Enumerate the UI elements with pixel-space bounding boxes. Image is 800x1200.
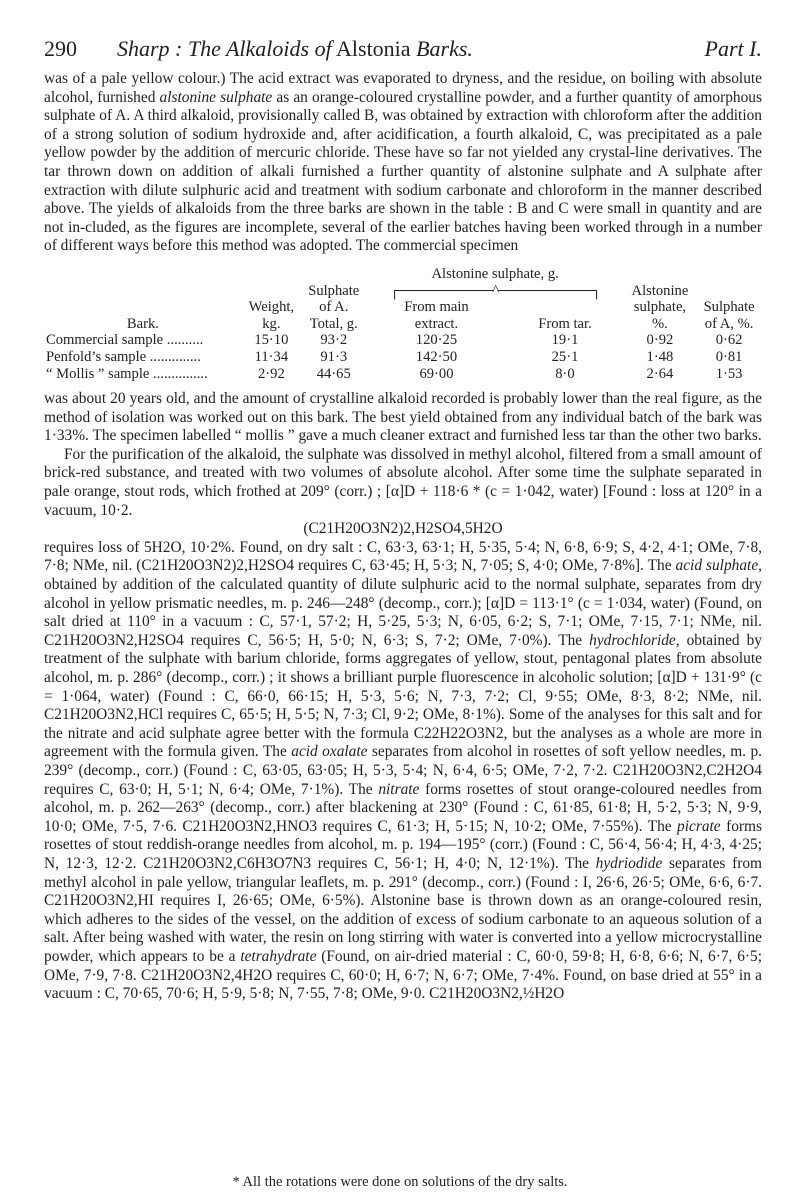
table-cell-total: 93·2 bbox=[320, 332, 348, 349]
table-group-brace: ┌──────────^──────────┐ bbox=[389, 282, 601, 299]
table-header-sulphate-a-1: Sulphate bbox=[703, 299, 755, 316]
para3-text-h: separates from methyl alcohol in pale yellow, triangular leaflets, m. p. 291° (decomp., corr.) (Found : I, 26·6, 26·5; OMe, 6·6, 6·7. C21H20O3N2,HI requires I, 26·65; OMe, 6·5%). Alstonine base is thrown down as an orange-coloured resin, which adheres to the sides of the vessel, on the addition of excess of sodium carbonate to an aqueous solution of a salt. After being washed with water, the resin on long stirring with water is converted into a yellow microcrystalline powder, which appears to be a bbox=[44, 854, 762, 965]
term-hydrochloride: hydrochloride bbox=[589, 631, 676, 649]
term-nitrate: nitrate bbox=[378, 780, 420, 798]
header-part: Part I. bbox=[704, 36, 762, 61]
para3-text-b: requires loss of 5H2O, 10·2%. Found, on dry salt : C, 63·3, 63·1; H, 5·35, 5·4; N, 6·8, 6·9; S, 4·2, 4·1; OMe, 7·8, 7·8; NMe, nil. (C21H20O3N2)2,H2SO4 requires C, 63·45; H, 5·3; N, 7·05; S, 4·0; OMe, 7·8%]. The bbox=[44, 538, 762, 575]
table-cell-weight: 15·10 bbox=[254, 332, 289, 349]
table-group-header: Alstonine sulphate, g. bbox=[431, 265, 559, 282]
table-cell-total: 91·3 bbox=[320, 348, 348, 365]
table-header-main-2: extract. bbox=[414, 315, 459, 332]
para3-text-c: , obtained by addition of the calculated quantity of dilute sulphuric acid to the normal sulphate, separates from dry alcohol in yellow prismatic needles, m. p. 246—248° (decomp., corr.); [α]D = 113·1° (c = 1·034, water) (Found, on salt dried at 110° in a vacuum : C, 57·1, 57·2; H, 5·25, 5·3; N, 6·05, 6·2; S, 7·1; OMe, 7·15, 7·1; NMe, nil. C21H20O3N2,H2SO4 requires C, 56·5; H, 5·0; N, 6·3; S, 7·2; OMe, 7·0%). The bbox=[44, 557, 763, 649]
running-header bbox=[44, 36, 762, 62]
table-row bbox=[44, 349, 762, 366]
table-cell-tar: 8·0 bbox=[555, 365, 575, 382]
para3-text-f: forms rosettes of stout orange-coloured needles from alcohol, m. p. 262—263° (decomp., corr.) after blackening at 230° (Found : C, 61·85, 61·8; H, 5·2, 5·3; N, 9·9, 10·0; OMe, 7·5, 7·6. C21H20O3N2,HNO3 requires C, 61·3; H, 5·15; N, 10·2; OMe, 7·55%). The bbox=[44, 780, 762, 835]
header-title-italic-2: Barks. bbox=[416, 36, 473, 61]
table-cell-alstonine: 0·92 bbox=[646, 332, 674, 349]
table-cell-weight: 2·92 bbox=[257, 365, 285, 382]
article-body-continued bbox=[44, 390, 762, 1004]
table-cell-main: 120·25 bbox=[415, 332, 458, 349]
table-cell-tar: 19·1 bbox=[551, 332, 579, 349]
para3-text-d: , obtained by treatment of the sulphate with barium chloride, forms aggregates of yellow, stout, pentagonal plates from absolute alcohol, m. p. 286° (decomp., corr.) ; it shows a brilliant purple fluorescence in alcoholic solution; [α]D + 131·9° (c = 1·064, water) (Found : C, 66·0, 66·15; H, 5·3, 5·6; N, 7·3, 7·2; Cl, 9·55; OMe, 8·3, 8·2; NMe, nil. C21H20O3N2,HCl requires C, 65·5; H, 5·5; N, 7·3; Cl, 9·2; OMe, 8·1%). Some of the analyses for this salt and for the nitrate and acid sulphate agree better with the formula C22H22O3N2, but the analyses as a whole are more in agreement with the formula given. The bbox=[44, 631, 762, 761]
paragraph-1 bbox=[44, 70, 762, 256]
term-acid-oxalate: acid oxalate bbox=[291, 743, 368, 761]
para1-italic-term: alstonine sulphate bbox=[159, 88, 273, 106]
table-cell-sulphate-a: 0·62 bbox=[715, 332, 743, 349]
formula-line: (C21H20O3N2)2,H2SO4,5H2O bbox=[303, 520, 503, 538]
article-body bbox=[44, 70, 762, 256]
para3-text-i: (Found, on air-dried material : C, 60·0, 59·8; H, 6·8, 6·6; N, 6·7, 6·5; OMe, 7·9, 7·8. C21H20O3N2,4H2O requires C, 60·0; H, 6·7; N, 6·7; OMe, 7·4%. Found, on base dried at 55° in a vacuum : C, 70·65, 70·6; H, 5·9, 5·8; N, 7·55, 7·8; OMe, 9·0. C21H20O3N2,½H2O bbox=[44, 947, 762, 1003]
table-cell-main: 142·50 bbox=[415, 348, 458, 365]
table-header-sulphate-a-2: of A, %. bbox=[704, 315, 754, 332]
table-header-alstonine-1: Alstonine bbox=[631, 282, 689, 299]
term-picrate: picrate bbox=[677, 817, 721, 835]
table-cell-weight: 11·34 bbox=[254, 348, 289, 365]
table-cell-bark: Commercial sample .......... bbox=[46, 332, 204, 349]
table-row bbox=[44, 332, 762, 349]
table-header-alstonine-2: sulphate, bbox=[633, 299, 687, 316]
table-header-alstonine-3: %. bbox=[652, 315, 668, 332]
table-cell-alstonine: 1·48 bbox=[646, 348, 674, 365]
para3-text-a: For the purification of the alkaloid, the sulphate was dissolved in methyl alcohol, filtered from a small amount of brick-red substance, and treated with two volumes of absolute alcohol. After some time the sulphate separated in pale orange, stout rods, which frothed at 209° (corr.) ; [α]D + 118·6 * (c = 1·042, water) [Found : loss at 120° in a vacuum, 10·2. bbox=[44, 445, 762, 519]
term-tetrahydrate: tetrahydrate bbox=[240, 947, 317, 965]
table-cell-alstonine: 2·64 bbox=[646, 365, 674, 382]
para1-text-b: as an orange-coloured crystalline powder, and a further quantity of amorphous sulphate of A. A third alkaloid, provisionally called B, was obtained by extraction with chloroform after the addition of a strong solution of sodium hydroxide and, after acidification, a fourth alkaloid, C, was precipitated as a pale yellow powder by the addition of mercuric chloride. These have so far not yielded any crystal-line derivatives. The tar thrown down on addition of alkali furnished a further quantity of alstonine sulphate and A sulphate after extraction with dilute sulphuric acid and treatment with sodium carbonate and chloroform in the manner described above. The yields of alkaloids from the three barks are shown in the table : B and C were small in quantity and are not in-cluded, as the figures are incomplete, several of the earlier batches having been worked through in a number of different ways before this method was adopted. The commercial specimen bbox=[44, 88, 762, 255]
alkaloid-yield-table bbox=[44, 266, 762, 382]
term-hydriodide: hydriodide bbox=[595, 854, 663, 872]
term-acid-sulphate: acid sulphate bbox=[675, 557, 759, 575]
table-header-tar: From tar. bbox=[538, 315, 592, 332]
paragraph-2: was about 20 years old, and the amount of crystalline alkaloid recorded is probably lower than the real figure, as the method of isolation was worked out on this bark. The best yield obtained from any individual batch of the bark was 1·33%. The specimen labelled “ mollis ” gave a much cleaner extract and furnished less tar than the other two barks. bbox=[44, 390, 762, 445]
para3-text-g: forms rosettes of stout reddish-orange needles from alcohol, m. p. 194—195° (corr.) (Found : C, 56·4, 56·4; H, 4·3, 4·25; N, 12·3, 12·2. C21H20O3N2,C6H3O7N3 requires C, 56·1; H, 4·0; N, 12·1%). The bbox=[44, 817, 762, 872]
table-cell-tar: 25·1 bbox=[551, 348, 579, 365]
para3-text-e: separates from alcohol in rosettes of soft yellow needles, m. p. 239° (decomp., corr.) (Found : C, 63·05, 63·05; H, 5·3, 5·4; N, 6·4, 6·5; OMe, 7·2, 7·2. C21H20O3N2,C2H2O4 requires C, 63·0; H, 5·1; N, 6·4; OMe, 7·1%). The bbox=[44, 743, 762, 798]
page-number: 290 bbox=[44, 36, 77, 61]
table-header-sulphate-3: Total, g. bbox=[309, 315, 358, 332]
table-cell-sulphate-a: 1·53 bbox=[715, 365, 743, 382]
paragraph-3 bbox=[44, 446, 762, 520]
table-row bbox=[44, 366, 762, 383]
table-header-main-1: From main bbox=[404, 299, 469, 316]
footnote: * All the rotations were done on solutions of the dry salts. bbox=[232, 1174, 568, 1190]
paragraph-3-continued bbox=[44, 539, 762, 1004]
table-header-bark: Bark. bbox=[126, 315, 159, 332]
table-header-sulphate-2: of A. bbox=[319, 299, 349, 316]
header-title-italic-1: Sharp : The Alkaloids of bbox=[117, 36, 332, 61]
table-cell-total: 44·65 bbox=[316, 365, 351, 382]
table-cell-bark: Penfold’s sample .............. bbox=[46, 348, 201, 365]
table-cell-sulphate-a: 0·81 bbox=[715, 348, 743, 365]
table-header-weight-2: kg. bbox=[262, 315, 281, 332]
table-cell-main: 69·00 bbox=[419, 365, 454, 382]
header-title-plain: Alstonia bbox=[331, 36, 417, 61]
para1-text-a: was of a pale yellow colour.) The acid extract was evaporated to dryness, and the residue, on boiling with absolute alcohol, furnished bbox=[44, 70, 762, 106]
table-header-sulphate-1: Sulphate bbox=[308, 282, 360, 299]
table-header-weight-1: Weight, bbox=[248, 299, 295, 316]
table-cell-bark: “ Mollis ” sample ............... bbox=[46, 365, 208, 382]
